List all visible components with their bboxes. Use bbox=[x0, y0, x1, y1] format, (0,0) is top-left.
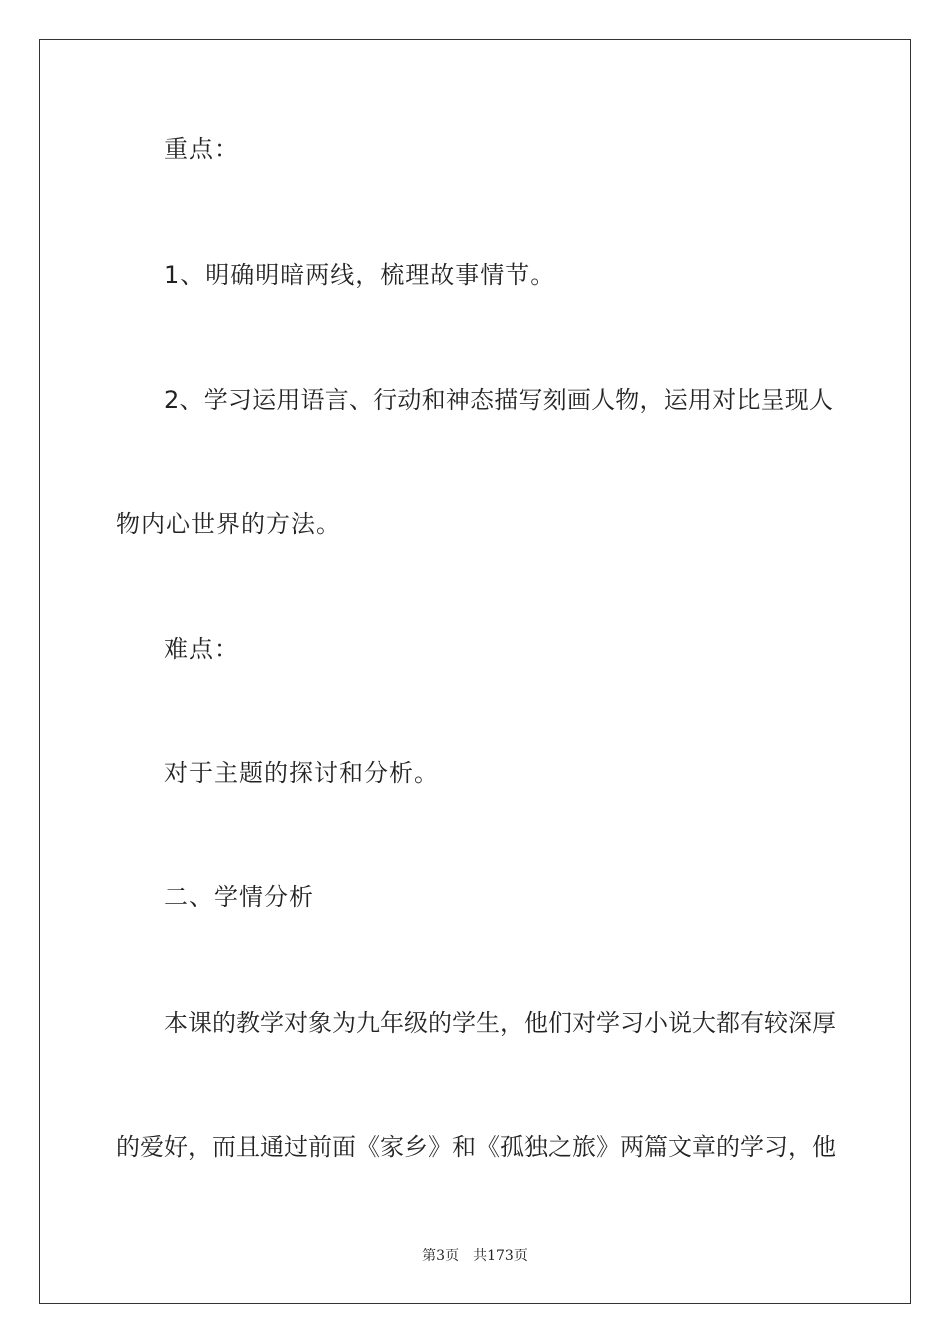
heading-key-points: 重点： bbox=[164, 135, 239, 163]
difficulty-text: 对于主题的探讨和分析。 bbox=[164, 759, 439, 787]
total-pages: 共173页 bbox=[473, 1248, 528, 1264]
key-point-1: 1、明确明暗两线，梳理故事情节。 bbox=[164, 261, 556, 289]
page-footer bbox=[0, 1246, 950, 1266]
paragraph-line-2: 的爱好，而且通过前面《家乡》和《孤独之旅》两篇文章的学习，他 bbox=[116, 1133, 836, 1161]
section-heading-learner-analysis: 二、学情分析 bbox=[164, 883, 314, 911]
paragraph-line-1: 本课的教学对象为九年级的学生，他们对学习小说大都有较深厚 bbox=[164, 1009, 836, 1037]
heading-difficulties: 难点： bbox=[164, 635, 239, 663]
page-number: 第3页 bbox=[422, 1248, 460, 1264]
key-point-2-line-1: 2、学习运用语言、行动和神态描写刻画人物，运用对比呈现人 bbox=[164, 386, 833, 414]
key-point-2-line-2: 物内心世界的方法。 bbox=[116, 510, 341, 538]
page-frame bbox=[39, 39, 911, 1304]
